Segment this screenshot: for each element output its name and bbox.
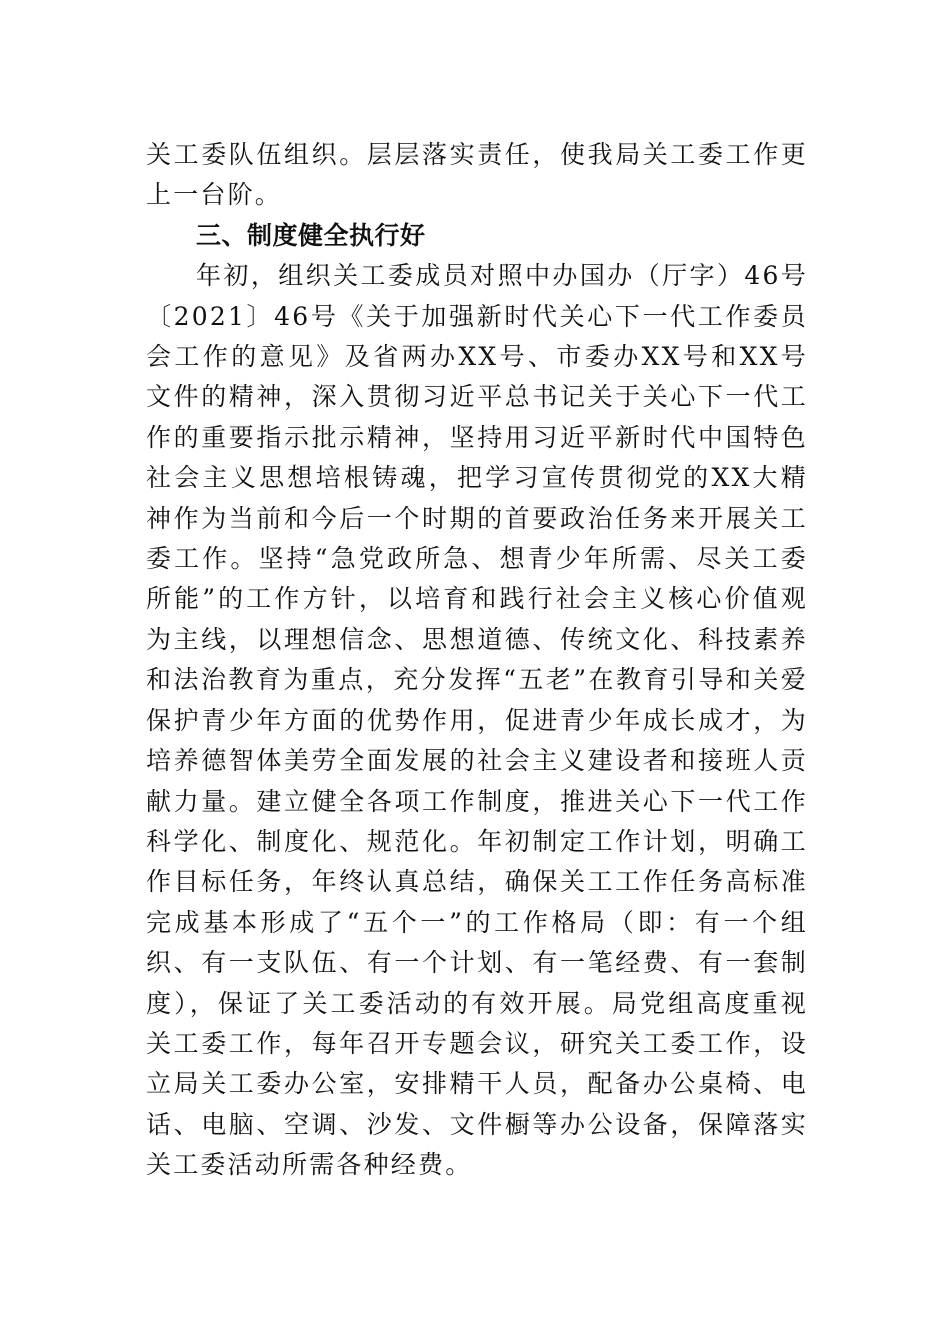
body-paragraph: 年初，组织关工委成员对照中办国办（厅字）46号〔2021〕46号《关于加强新时代关心下一代工作委员会工作的意见》及省两办XX号、市委办XX号和XX号文件的精神，深入贯彻习近平总书记关于关心下一代工作的重要指示批示精神，坚持用习近平新时代中国特色社会主义思想培根铸魂，把学习宣传贯彻党的XX大精神作为当前和今后一个时期的首要政治任务来开展关工委工作。坚持“急党政所急、想青少年所需、尽关工委所能”的工作方针，以培育和践行社会主义核心价值观为主线，以理想信念、思想道德、传统文化、科技素养和法治教育为重点，充分发挥“五老”在教育引导和关爱保护青少年方面的优势作用，促进青少年成长成才，为培养德智体美劳全面发展的社会主义建设者和接班人贡献力量。建立健全各项工作制度，推进关心下一代工作科学化、制度化、规范化。年初制定工作计划，明确工作目标任务，年终认真总结，确保关工工作任务高标准完成基本形成了“五个一”的工作格局（即：有一个组织、有一支队伍、有一个计划、有一笔经费、有一套制度），保证了关工委活动的有效开展。局党组高度重视关工委工作，每年召开专题会议，研究关工委工作，设立局关工委办公室，安排精干人员，配备办公桌椅、电话、电脑、空调、沙发、文件橱等办公设备，保障落实关工委活动所需各种经费。	[146, 261, 808, 1180]
document-page	[146, 135, 808, 1186]
continuation-paragraph: 关工委队伍组织。层层落实责任，使我局关工委工作更上一台阶。	[146, 140, 808, 210]
section-heading: 三、制度健全执行好	[196, 220, 426, 250]
